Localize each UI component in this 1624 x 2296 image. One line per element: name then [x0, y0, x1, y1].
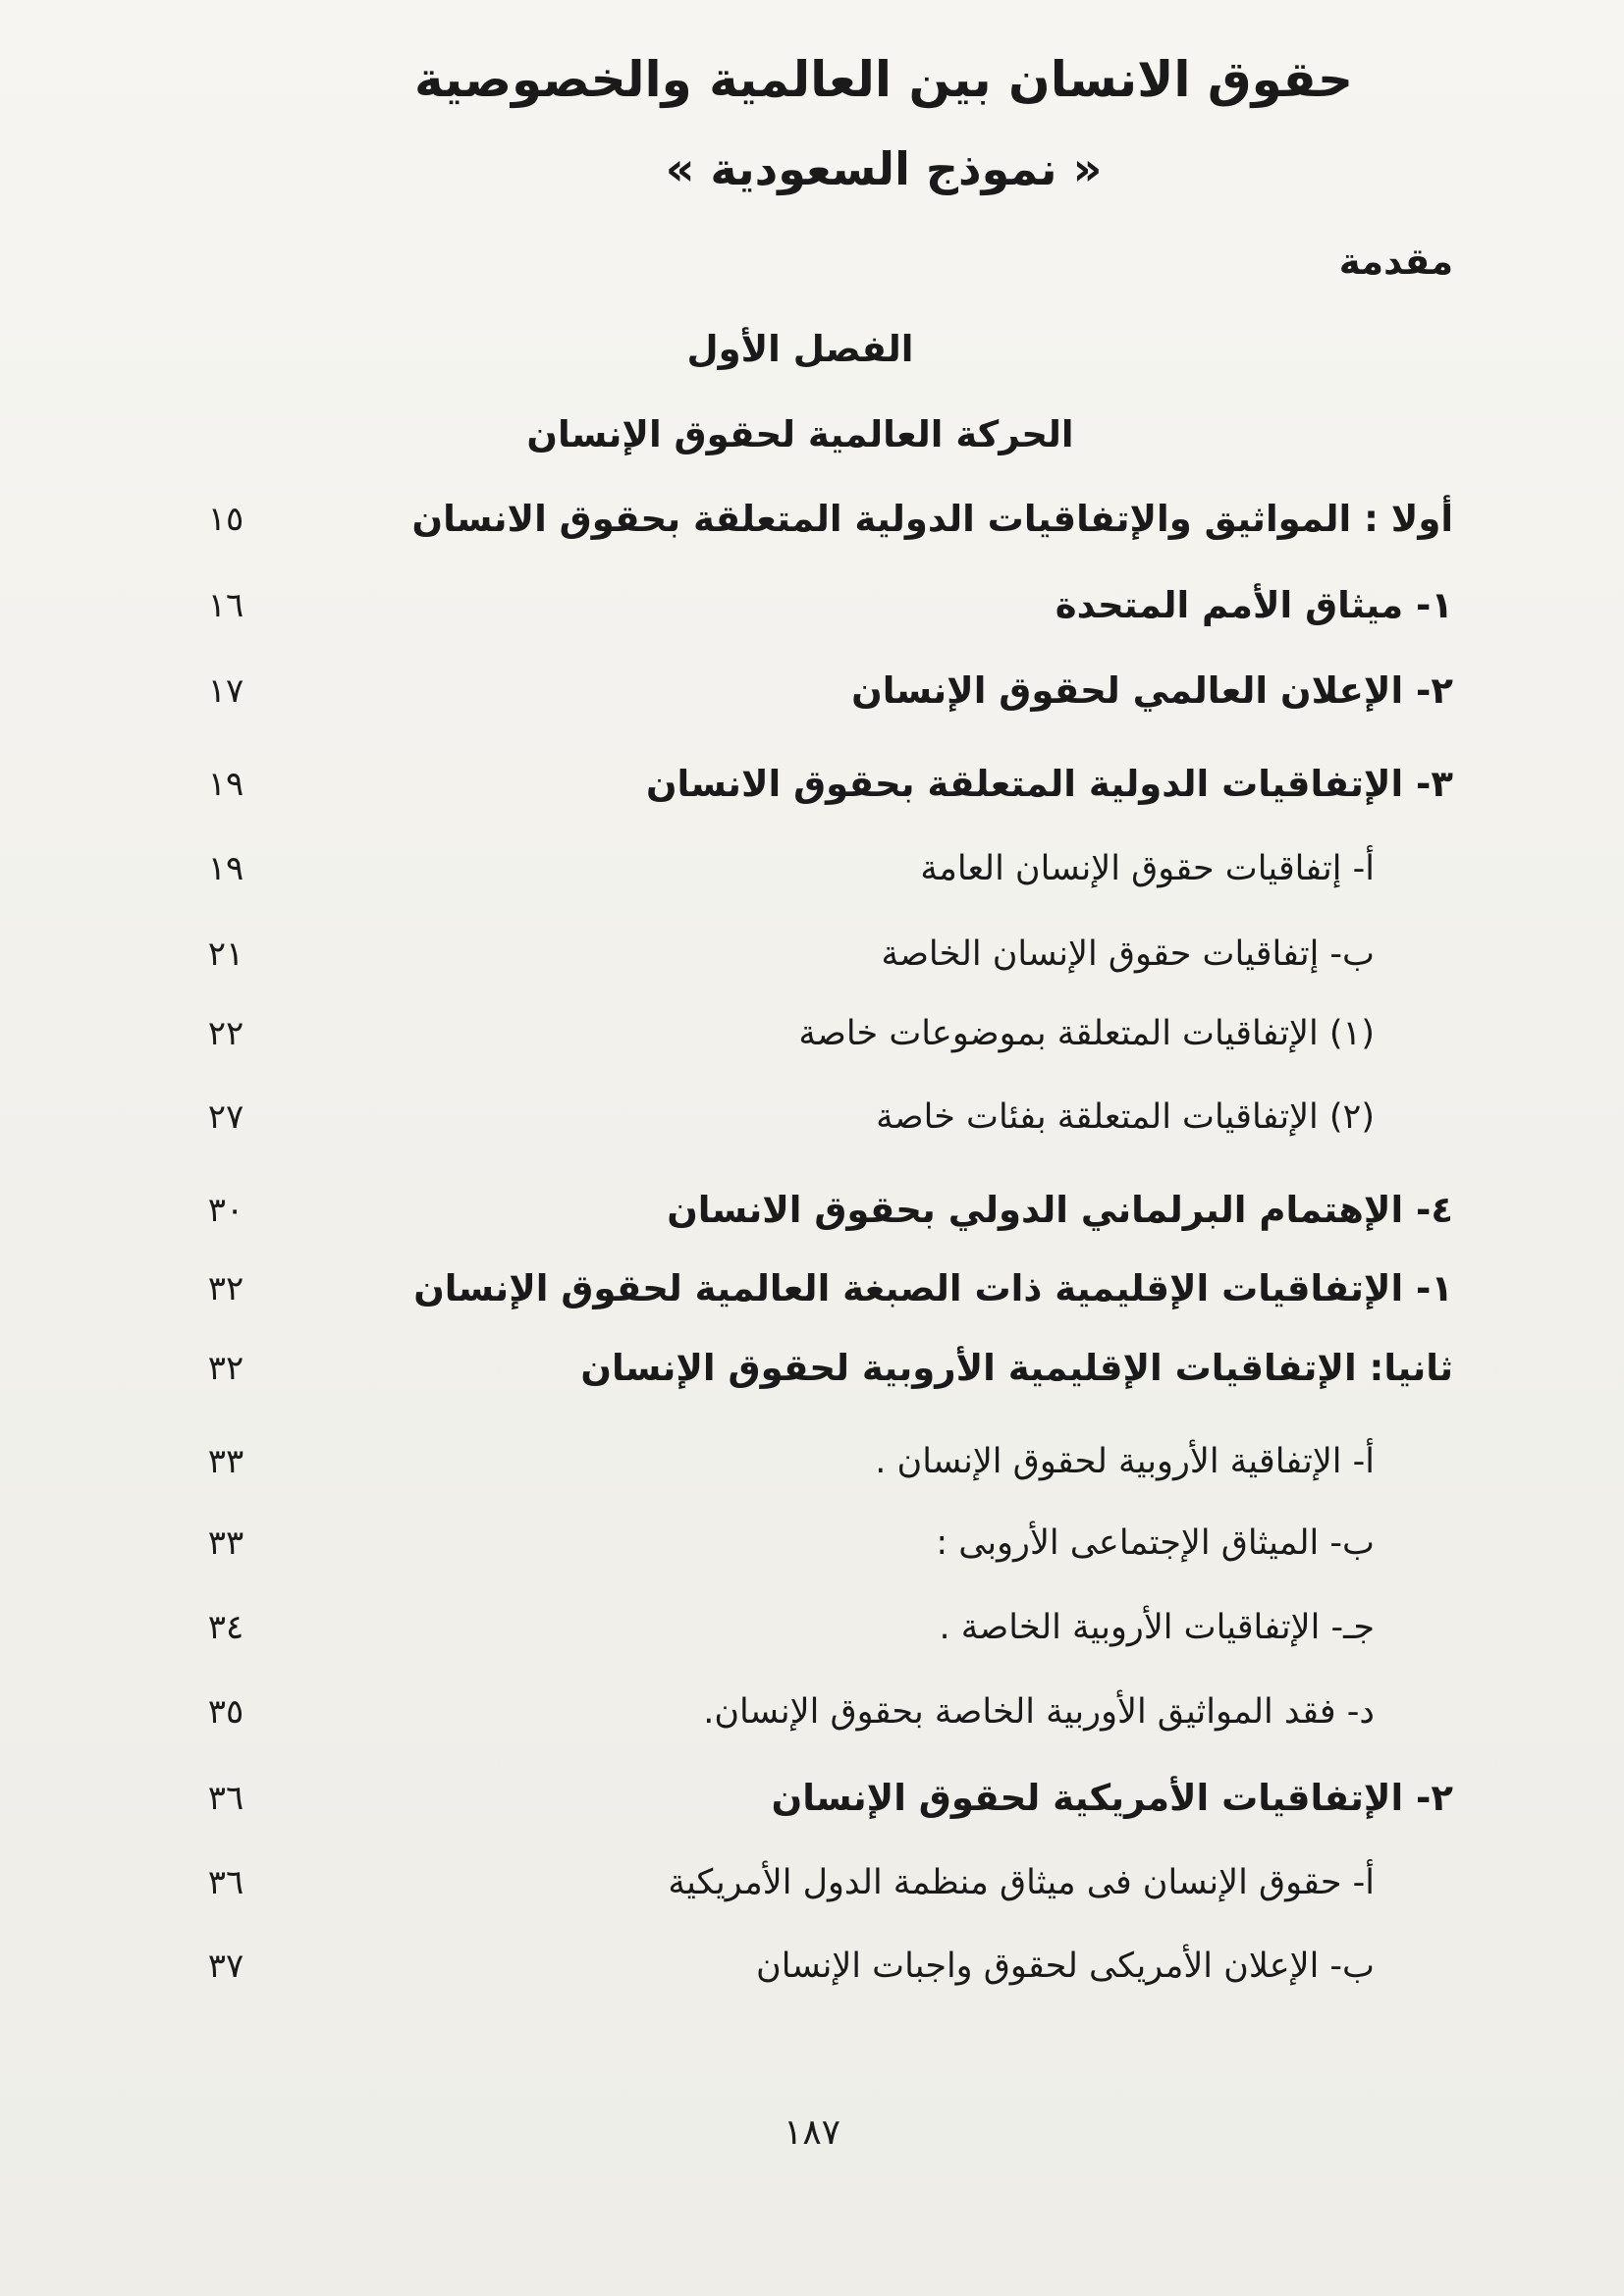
- toc-entry-title: الفصل الأول: [686, 328, 914, 370]
- toc-entry: [147, 485, 1453, 554]
- toc-entry: [147, 1427, 1453, 1496]
- toc-entry: [147, 1678, 1453, 1746]
- toc-entry-page: ٢١: [207, 934, 244, 974]
- toc-entry-title: مقدمة: [1338, 240, 1453, 283]
- toc-entry-title: ب- الميثاق الإجتماعى الأروبى :: [936, 1523, 1375, 1563]
- toc-entry: [147, 400, 1453, 469]
- toc-entry-title: (١) الإتفاقيات المتعلقة بموضوعات خاصة: [798, 1014, 1375, 1053]
- toc-entry-title: ٢- الإتفاقيات الأمريكية لحقوق الإنسان: [771, 1777, 1453, 1819]
- page-subtitle: « نموذج السعودية »: [665, 142, 1103, 195]
- toc-entry-title: جـ- الإتفاقيات الأروبية الخاصة .: [939, 1608, 1375, 1647]
- toc-entry: [147, 1764, 1453, 1833]
- toc-entry: [147, 1255, 1453, 1323]
- toc-entry: [147, 315, 1453, 384]
- toc-entry: [147, 1083, 1453, 1151]
- toc-entry: [147, 657, 1453, 725]
- toc-entry-page: ٢٢: [207, 1014, 244, 1053]
- toc-entry-title: د- فقد المواثيق الأوربية الخاصة بحقوق الإنسان.: [703, 1692, 1375, 1732]
- toc-entry-page: ٣٠: [207, 1191, 244, 1230]
- toc-entry-title: أ- إتفاقيات حقوق الإنسان العامة: [920, 849, 1375, 888]
- toc-entry-page: ١٩: [207, 849, 244, 888]
- toc-entry-title: ثانيا: الإتفاقيات الإقليمية الأروبية لحقوق الإنسان: [580, 1347, 1453, 1389]
- toc-entry-title: ١- ميثاق الأمم المتحدة: [1055, 584, 1453, 626]
- toc-entry-title: ب- إتفاقيات حقوق الإنسان الخاصة: [881, 934, 1375, 974]
- toc-entry-page: ٣٤: [207, 1608, 244, 1647]
- toc-entry-page: ١٦: [207, 586, 244, 625]
- toc-entry-title: (٢) الإتفاقيات المتعلقة بفئات خاصة: [876, 1097, 1375, 1137]
- toc-entry: [147, 1932, 1453, 2001]
- page-title: حقوق الانسان بين العالمية والخصوصية: [414, 51, 1353, 108]
- toc-entry-page: ٣٦: [207, 1779, 244, 1818]
- toc-entry-title: أ- الإتفاقية الأروبية لحقوق الإنسان .: [875, 1442, 1375, 1481]
- toc-entry: [147, 228, 1453, 296]
- toc-entry-page: ٣٣: [207, 1523, 244, 1563]
- toc-entry-title: ٤- الإهتمام البرلماني الدولي بحقوق الانسان: [667, 1189, 1453, 1231]
- toc-entry-title: أولا : المواثيق والإتفاقيات الدولية المتعلقة بحقوق الانسان: [411, 498, 1453, 540]
- toc-entry: [147, 920, 1453, 988]
- toc-entry-title: ١- الإتفاقيات الإقليمية ذات الصبغة العالمية لحقوق الإنسان: [413, 1267, 1453, 1309]
- toc-entry: [147, 1848, 1453, 1917]
- toc-entry-page: ٣٧: [207, 1947, 244, 1986]
- toc-entry-page: ٣٢: [207, 1349, 244, 1388]
- toc-entry: [147, 1593, 1453, 1662]
- toc-entry-page: ١٧: [207, 671, 244, 711]
- toc-entry-page: ٣٥: [207, 1692, 244, 1732]
- toc-entry-page: ٣٣: [207, 1442, 244, 1481]
- toc-entry: [147, 750, 1453, 819]
- toc-entry-page: ١٥: [207, 500, 244, 539]
- toc-entry-title: ٣- الإتفاقيات الدولية المتعلقة بحقوق الانسان: [645, 763, 1453, 805]
- toc-entry-title: ب- الإعلان الأمريكى لحقوق واجبات الإنسان: [756, 1947, 1375, 1986]
- toc-entry: [147, 571, 1453, 640]
- toc-entry-page: ٢٧: [207, 1097, 244, 1137]
- toc-entry-page: ١٩: [207, 765, 244, 804]
- toc-entry-title: ٢- الإعلان العالمي لحقوق الإنسان: [851, 669, 1453, 712]
- toc-entry: [147, 999, 1453, 1068]
- toc-entry: [147, 1509, 1453, 1577]
- toc-entry-title: أ- حقوق الإنسان فى ميثاق منظمة الدول الأمريكية: [668, 1863, 1375, 1902]
- toc-entry-page: ٣٦: [207, 1863, 244, 1902]
- toc-entry: [147, 1334, 1453, 1403]
- toc-entry-page: ٣٢: [207, 1269, 244, 1308]
- page-number: ١٨٧: [783, 2112, 840, 2153]
- toc-entry-title: الحركة العالمية لحقوق الإنسان: [526, 413, 1074, 455]
- toc-entry: [147, 1176, 1453, 1245]
- toc-entry: [147, 834, 1453, 903]
